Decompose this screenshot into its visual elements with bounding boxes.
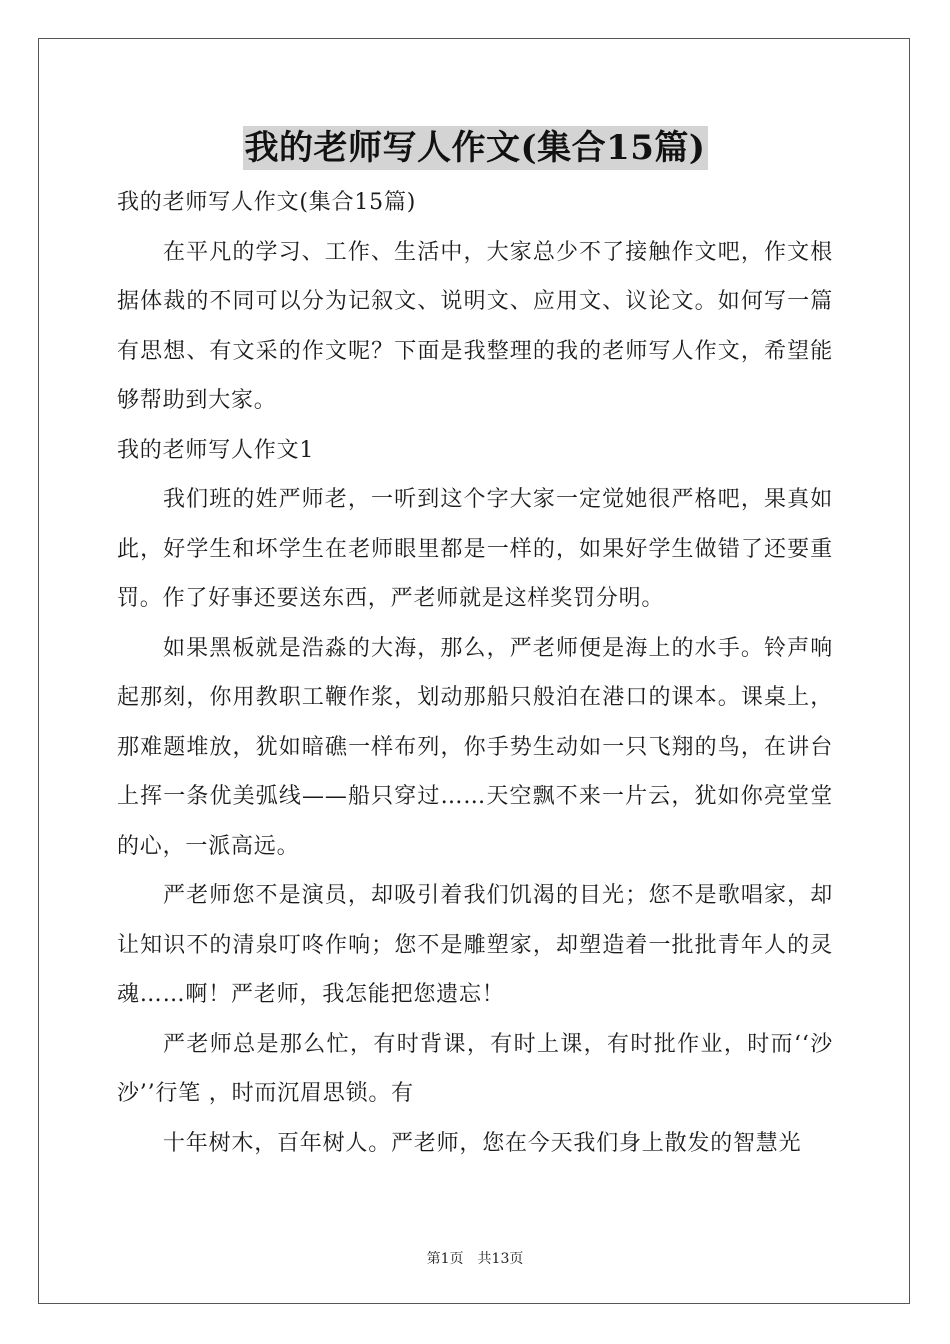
- title-container: [0, 126, 950, 170]
- paragraph: 在平凡的学习、工作、生活中，大家总少不了接触作文吧，作文根据体裁的不同可以分为记叙文、说明文、应用文、议论文。如何写一篇有思想、有文采的作文呢？下面是我整理的我的老师写人作文，希望能够帮助到大家。: [117, 239, 833, 413]
- page-total: 共13页: [477, 1251, 524, 1267]
- paragraph: 我的老师写人作文1: [117, 437, 315, 463]
- page-footer: [0, 1248, 950, 1268]
- paragraph: 严老师您不是演员，却吸引着我们饥渴的目光；您不是歌唱家，却让知识不的清泉叮咚作响；您不是雕塑家，却塑造着一批批青年人的灵魂……啊！严老师，我怎能把您遗忘！: [117, 883, 833, 1007]
- document-body: [117, 178, 833, 1168]
- paragraph: 严老师总是那么忙，有时背课，有时上课，有时批作业，时而‘‘沙沙’’行笔 ，时而沉眉思锁。有: [117, 1031, 833, 1106]
- paragraph: 如果黑板就是浩淼的大海，那么，严老师便是海上的水手。铃声响起那刻，你用教职工鞭作浆，划动那船只般泊在港口的课本。课桌上，那难题堆放，犹如暗礁一样布列，你手势生动如一只飞翔的鸟，在讲台上挥一条优美弧线——船只穿过……天空飘不来一片云，犹如你亮堂堂的心，一派高远。: [117, 635, 833, 859]
- paragraph: 我们班的姓严师老，一听到这个字大家一定觉她很严格吧，果真如此，好学生和坏学生在老师眼里都是一样的，如果好学生做错了还要重罚。作了好事还要送东西，严老师就是这样奖罚分明。: [117, 487, 833, 611]
- document-title: 我的老师写人作文(集合15篇): [244, 128, 706, 168]
- paragraph: 十年树木，百年树人。严老师，您在今天我们身上散发的智慧光: [163, 1130, 802, 1156]
- paragraph: 我的老师写人作文(集合15篇): [117, 190, 417, 215]
- page-number: 第1页: [426, 1251, 464, 1267]
